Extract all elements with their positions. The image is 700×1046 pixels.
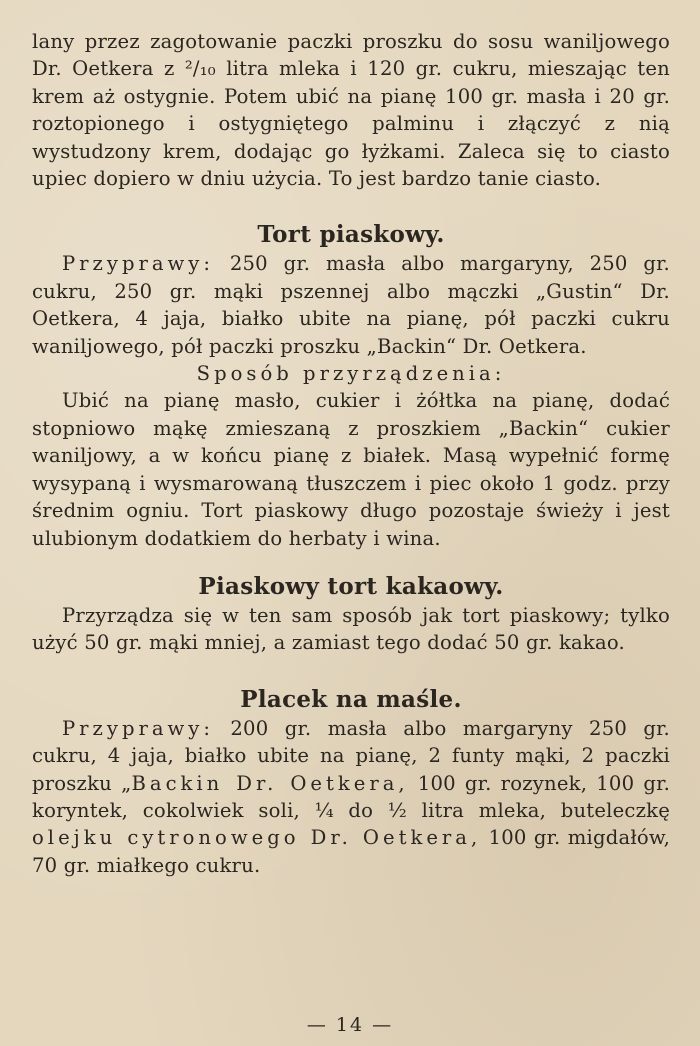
ingredients-text-part-3: 100 gr. migdałów, 70 gr. miałkego cukru.: [32, 826, 670, 877]
intro-paragraph: lany przez zagotowanie paczki proszku do sosu waniljowego Dr. Oetkera z ²/₁₀ litra mleka i 120 gr. cukru, mieszając ten krem aż ostygnie. Potem ubić na pianę 100 gr. masła i 20 gr. roztopionego i ostygniętego palminu i złączyć z nią wystudzony krem, dodając go łyżkami. Zaleca się to ciasto upiec dopiero w dniu użycia. To jest bardzo tanie ciasto.: [32, 30, 670, 191]
section-title-tort-piaskowy: Tort piaskowy.: [257, 221, 445, 249]
section-title-placek-na-masle: Placek na maśle.: [240, 685, 462, 713]
ingredients-text: 250 gr. masła albo margaryny, 250 gr. cukru, 250 gr. mąki pszennej albo mączki „Gustin“ Dr. Oetkera, 4 jaja, białko ubite na pianę, pół paczki cukru waniljowego, pół paczki proszku „Backin“ Dr. Oetkera.: [32, 252, 670, 358]
method-label: Sposób przyrządzenia:: [196, 362, 506, 386]
ingredients-paragraph-tort-piaskowy: [32, 250, 670, 360]
ingredients-paragraph-placek-na-masle: [32, 715, 670, 879]
page-number: — 14 —: [306, 1014, 394, 1036]
ingredients-text-part-1: 200 gr. masła albo margaryny 250 gr. cukru, 4 jaja, białko ubite na pianę, 2 funty mąki, 2 paczki proszku „: [32, 716, 670, 795]
ingredients-label: Przyprawy:: [62, 252, 214, 276]
ingredients-spaced-brand-1: Backin Dr. Oetkera,: [131, 771, 409, 795]
ingredients-text-part-2: 100 gr. rozynek, 100 gr. koryntek, cokolwiek soli, ¼ do ½ litra mleka, buteleczkę: [32, 771, 670, 822]
paragraph-piaskowy-tort-kakaowy: Przyrządza się w ten sam sposób jak tort piaskowy; tylko użyć 50 gr. mąki mniej, a zamiast tego dodać 50 gr. kakao.: [32, 603, 670, 655]
method-paragraph-tort-piaskowy: Ubić na pianę masło, cukier i żółtka na pianę, dodać stopniowo mąkę zmieszaną z proszkiem „Backin“ cukier waniljowy, a w końcu pianę z białek. Masą wypełnić formę wysypaną i wysmarowaną tłuszczem i piec około 1 godz. przy średnim ogniu. Tort piaskowy długo pozostaje świeży i jest ulubionym dodatkiem do herbaty i wina.: [32, 389, 670, 550]
section-title-piaskowy-tort-kakaowy: Piaskowy tort kakaowy.: [198, 572, 504, 600]
ingredients-label: Przyprawy:: [62, 716, 214, 740]
ingredients-spaced-brand-2: olejku cytronowego Dr. Oetkera,: [32, 826, 482, 850]
